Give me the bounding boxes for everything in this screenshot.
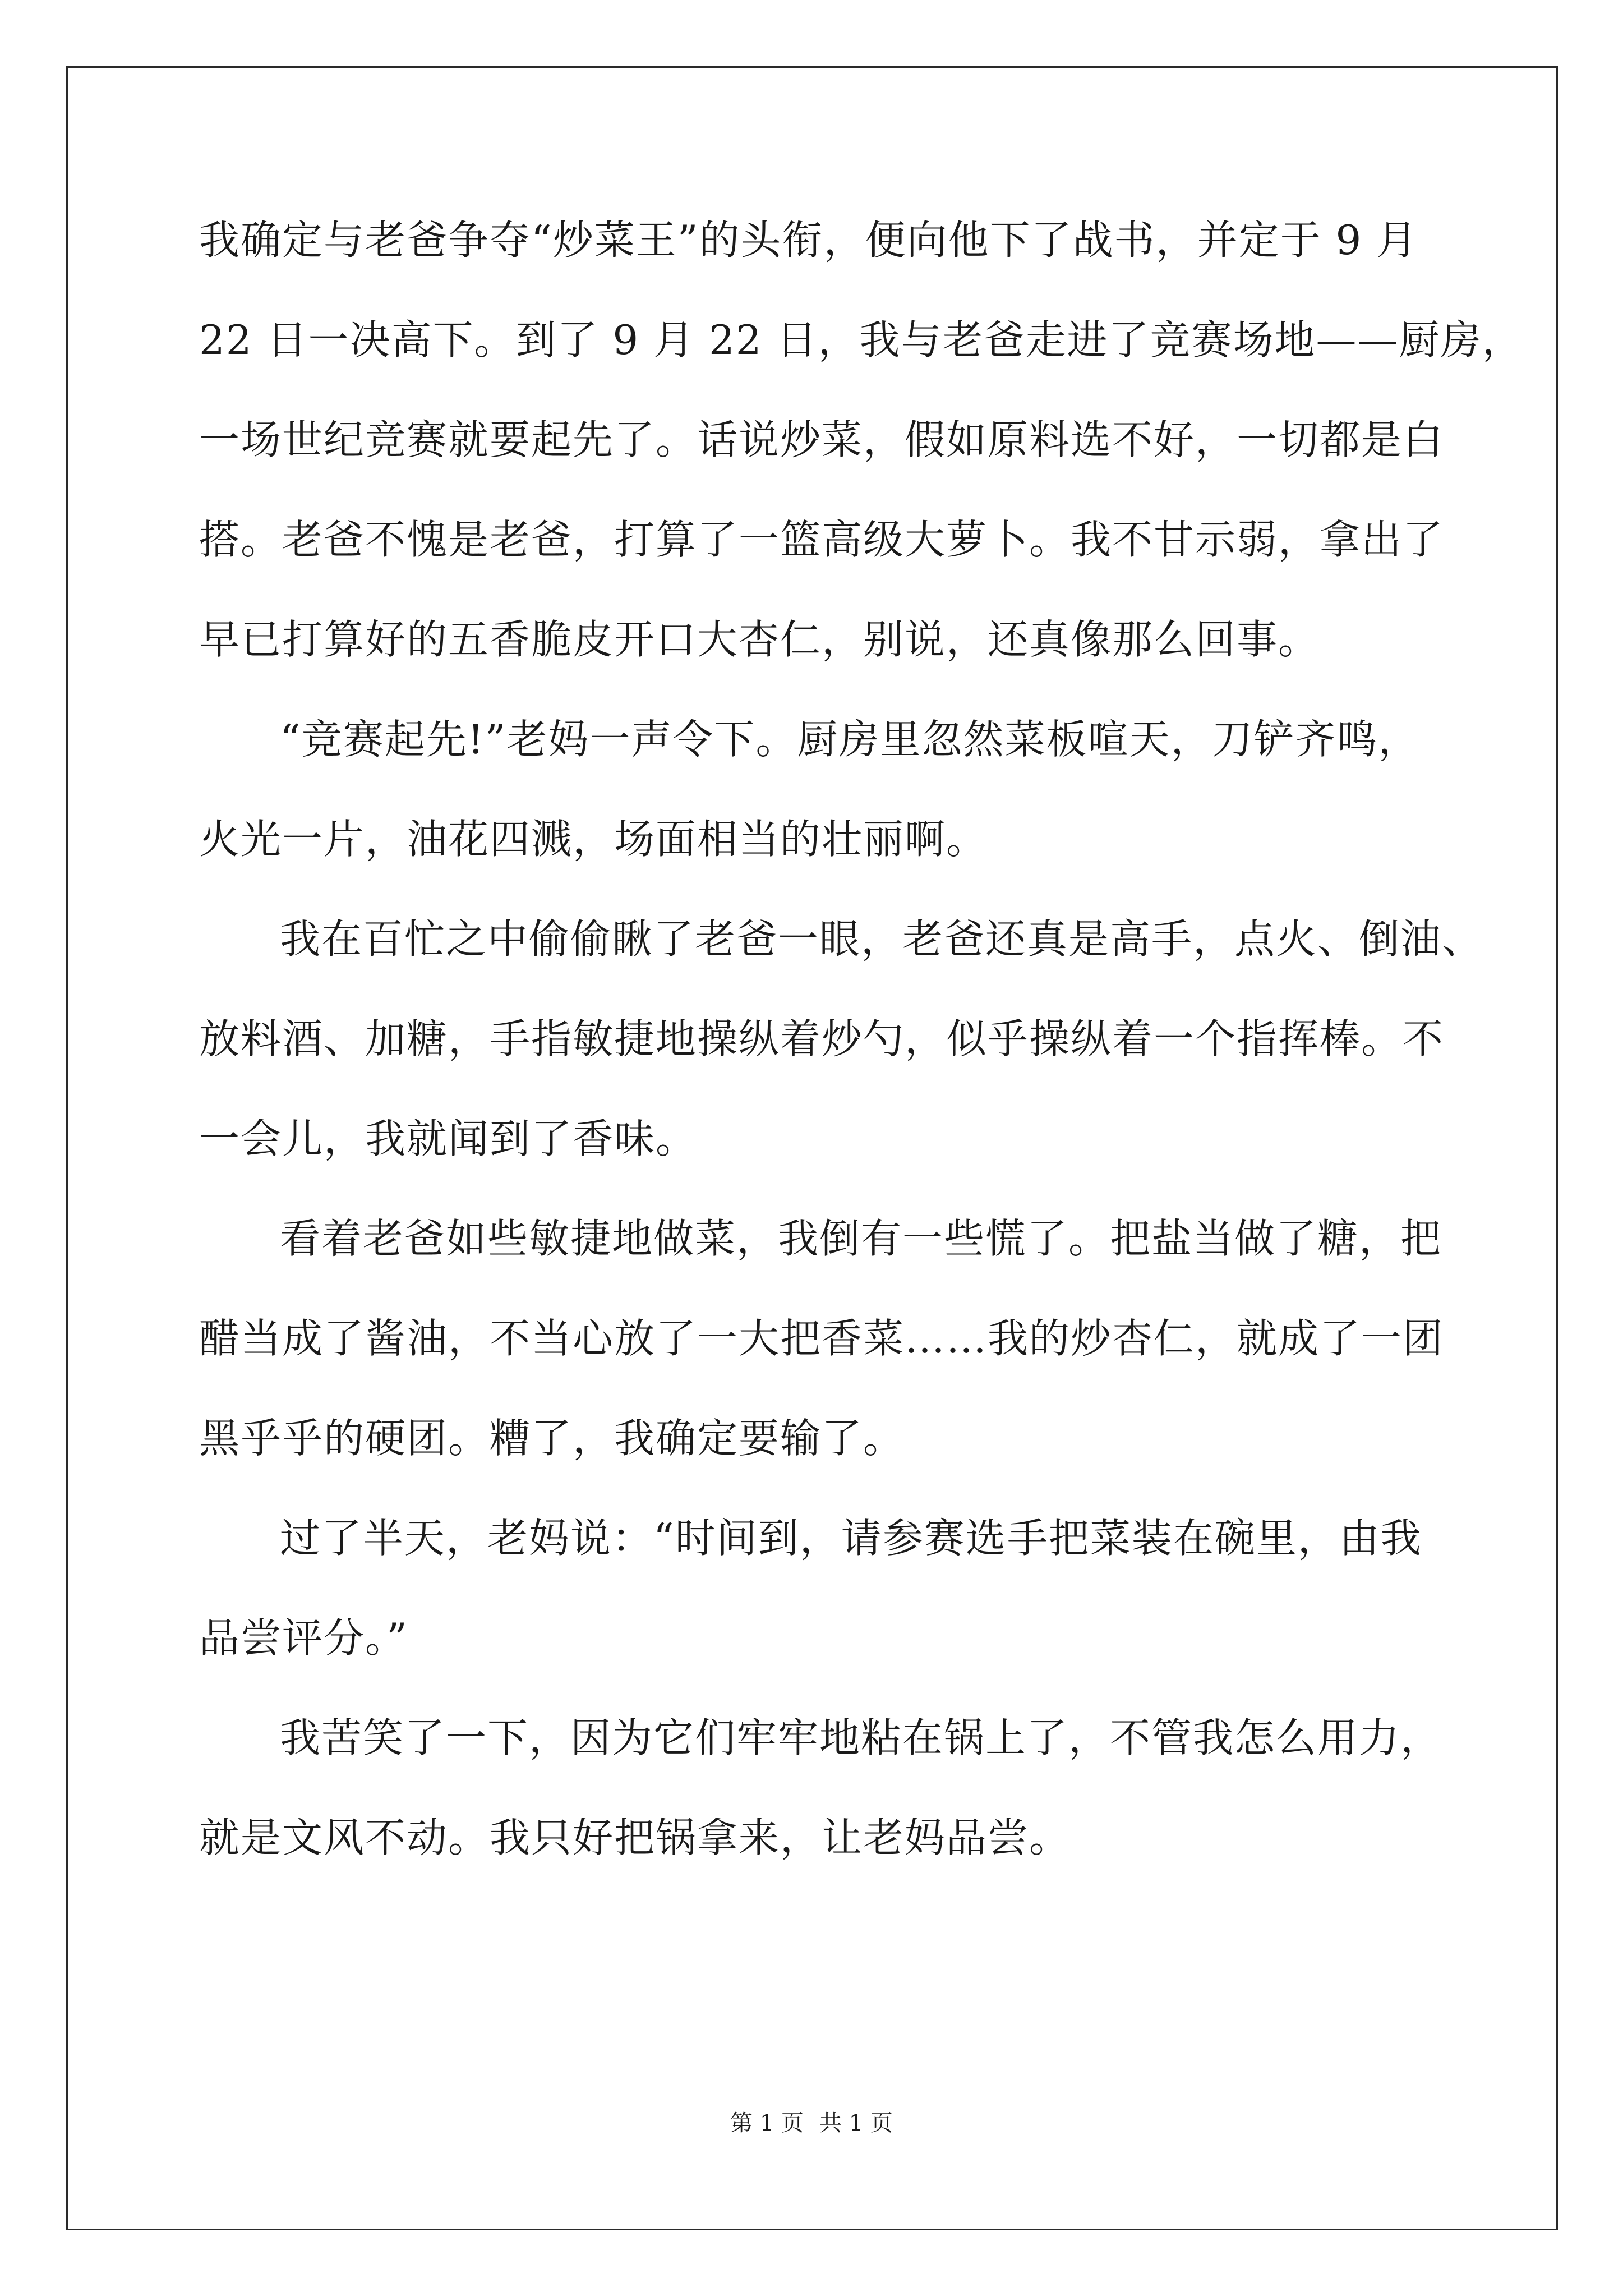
paragraph-first-line: “竞赛起先!”老妈一声令下。厨房里忽然菜板喧天，刀铲齐鸣， [280, 716, 1420, 763]
text-line: 一会儿，我就闻到了香味。 [199, 1115, 698, 1162]
text-line: 22 日一决高下。到了 9 月 22 日，我与老爸走进了竞赛场地——厨房， [199, 316, 1524, 364]
text-line: 一场世纪竞赛就要起先了。话说炒菜，假如原料选不好，一切都是白 [199, 416, 1445, 463]
page-total: 共 1 页 [819, 2110, 893, 2136]
page-footer [0, 2109, 1623, 2137]
text-line: 醋当成了酱油，不当心放了一大把香菜……我的炒杏仁，就成了一团 [199, 1315, 1445, 1362]
text-line: 放料酒、加糖，手指敏捷地操纵着炒勺，似乎操纵着一个指挥棒。不 [199, 1015, 1445, 1062]
paragraph-first-line: 我苦笑了一下，因为它们牢牢地粘在锅上了，不管我怎么用力， [280, 1714, 1442, 1761]
text-line: 搭。老爸不愧是老爸，打算了一篮高级大萝卜。我不甘示弱，拿出了 [199, 516, 1445, 563]
text-line: 火光一片，油花四溅，场面相当的壮丽啊。 [199, 816, 988, 863]
text-line: 就是文风不动。我只好把锅拿来，让老妈品尝。 [199, 1814, 1071, 1861]
text-line: 我确定与老爸争夺“炒菜王”的头衔，便向他下了战书，并定于 9 月 [199, 217, 1418, 264]
text-line: 早已打算好的五香脆皮开口大杏仁，别说，还真像那么回事。 [199, 616, 1320, 663]
paragraph-first-line: 过了半天，老妈说：“时间到，请参赛选手把菜装在碗里，由我 [280, 1515, 1422, 1562]
text-line: 黑乎乎的硬团。糟了，我确定要输了。 [199, 1415, 905, 1462]
paragraph-first-line: 看着老爸如些敏捷地做菜，我倒有一些慌了。把盐当做了糖，把 [280, 1215, 1442, 1262]
text-line: 品尝评分。” [199, 1614, 408, 1662]
page-number: 第 1 页 [730, 2110, 804, 2136]
paragraph-first-line: 我在百忙之中偷偷瞅了老爸一眼，老爸还真是高手，点火、倒油、 [280, 915, 1484, 963]
